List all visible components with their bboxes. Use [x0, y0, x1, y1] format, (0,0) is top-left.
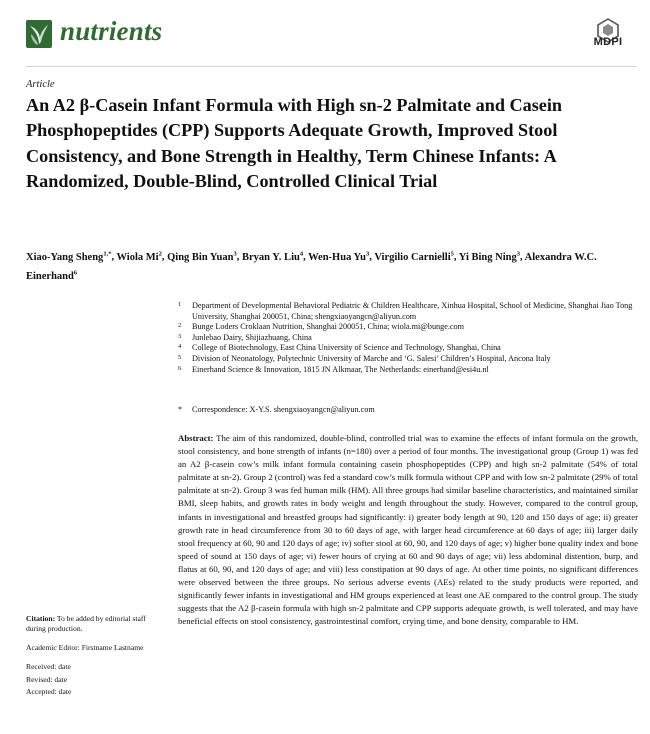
- author-affiliation-marker: 2: [158, 250, 162, 257]
- author: [26, 252, 111, 263]
- author-list: Xiao-Yang Sheng$^{1,*}$, Wiola Mi$^2$, Qing Bin Yuan$^3$, Bryan Y. Liu$^4$, Wen-Hua Yu$^3$, Virgilio Carnielli$^5$, Yi Bing Ning$^3$, Alexandra W.C. Einerhand$^6$: [26, 250, 597, 282]
- author: [167, 252, 237, 263]
- correspondence-text: Correspondence: X-Y.S. shengxiaoyangcn@aliyun.com: [192, 405, 375, 414]
- author-name: Wen-Hua Yu: [308, 251, 367, 263]
- affiliation-text: Bunge Loders Croklaan Nutrition, Shanghai 200051, China; wiola.mi@bunge.com: [192, 322, 465, 332]
- affiliation-number: 5: [178, 353, 182, 361]
- affiliation-item: [178, 343, 638, 354]
- affiliation-text: Division of Neonatology, Polytechnic University of Marche and ‘G. Salesi’ Children’s Hospital, Ancona Italy: [192, 353, 551, 363]
- author: [117, 252, 162, 263]
- author-affiliation-marker: 1,*: [103, 250, 112, 257]
- author-affiliation-marker: 4: [299, 250, 304, 257]
- journal-name: nutrients: [60, 16, 163, 46]
- author-affiliation-marker: 6: [73, 269, 78, 277]
- author: [308, 252, 369, 263]
- author-name: Virgilio Carnielli: [374, 251, 451, 263]
- author-affiliation-marker: 3: [233, 250, 237, 257]
- accepted-date: Accepted: date: [26, 687, 72, 697]
- header-divider: [26, 66, 636, 67]
- author-name: Bryan Y. Liu: [241, 251, 300, 263]
- affiliation-number: 6: [178, 364, 182, 372]
- author: [242, 252, 303, 263]
- correspondence: [178, 405, 638, 414]
- author-name: Yi Bing Ning: [458, 251, 517, 263]
- affiliation-item: [178, 322, 638, 333]
- author-name: Xiao-Yang Sheng: [26, 251, 104, 263]
- citation-text: To be added by editorial staff during production.: [26, 614, 146, 634]
- article-title: An A2 β-Casein Infant Formula with High sn-2 Palmitate and Casein Phosphopeptides (CPP) Supports Adequate Growth, Improved Stool Consistency, and Bone Strength in Healthy, Term Chinese Infants: A Randomized, Double-Blind, Controlled Clinical Trial: [26, 95, 563, 192]
- correspondence-marker: *: [178, 405, 183, 414]
- citation-label: Citation:: [26, 614, 56, 623]
- author-affiliation-marker: 3: [366, 250, 370, 257]
- affiliation-number: 2: [178, 322, 182, 330]
- abstract-text: The aim of this randomized, double-blind, controlled trial was to examine the effects of infant formula on the growth, stool consistency, and bone strength of infants (n=180) over a period of four months. The investigational group (Group 1) was fed an A2 β-casein cow’s milk infant formula containing casein phosphopeptides (CPP) and high sn-2 palmitate (54% of total palmitate at sn-2). Group 2 (control) was fed a standard cow’s milk formula without CPP and with low sn-2 palmitate (29% of total palmitate at sn-2). Group 3 was fed human milk (HM). All three groups had similar baseline characteristics, and maintained similar BMI, sleep habits, and growth rates in body weight and length throughout the study. However, compared to the control group, infants in investigational and breastfed groups had significantly: i) greater body length at 90, 120 and 150 days of age; ii) greater growth rate in head circumference from 30 to 60 days of age, with larger head circumference at 60 days of age; iii) larger daily stool frequency at 60, 90 and 120 days of age; iv) softer stool at 60, 90, and 120 days of age; v) higher bone quality index and bone speed of sound at 150 days of age; vi) fewer hours of crying at 60 and 90 days of age; vii) less abdominal distention, burp, and flatus at 60, 90, and 120 days of age; and viii) less constipation at 90 days of age. At other time points, no significant differences were observed between the three groups. No serious adverse events (AEs) related to the study products were reported, and significantly fewer infants in investigational and HM groups experienced at least one AE compared to the control group. The study suggests that the A2 β-casein formula with high sn-2 palmitate and CPP supports adequate growth, is well tolerated, and may have beneficial effects on stool consistency, gastrointestinal comfort, crying time, and bone density, comparable to HM.: [178, 433, 639, 627]
- affiliation-item: [178, 354, 638, 365]
- abstract: [178, 432, 638, 628]
- affiliation-item: [178, 301, 638, 322]
- affiliation-number: 4: [178, 343, 182, 351]
- affiliation-number: 1: [178, 301, 182, 308]
- academic-editor: [26, 643, 158, 653]
- affiliation-text: Department of Developmental Behavioral Pediatric & Children Healthcare, Xinhua Hospital, School of Medicine, Shanghai Jiao Tong University, Shanghai 200051, China; shengxiaoyangcn@aliyun.com: [192, 301, 633, 321]
- author-name: Wiola Mi: [116, 251, 159, 263]
- abstract-label: Abstract:: [178, 433, 214, 443]
- publisher-name: MDPI: [593, 36, 623, 48]
- author: [374, 252, 454, 263]
- received-date: Received: date: [26, 662, 71, 672]
- author: [459, 252, 520, 263]
- author-name: Qing Bin Yuan: [167, 251, 234, 263]
- editor-label: Academic Editor:: [26, 642, 80, 652]
- article-sidebar: [26, 614, 158, 699]
- journal-logo-icon: [26, 20, 52, 48]
- author-name: Alexandra W.C. Einerhand: [26, 251, 597, 282]
- affiliation-list: [178, 301, 638, 375]
- affiliation-number: 3: [178, 332, 182, 340]
- affiliation-text: College of Biotechnology, East China University of Science and Technology, Shanghai, China: [192, 343, 501, 353]
- article-dates: [26, 661, 158, 699]
- affiliation-item: [178, 365, 638, 376]
- revised-date: Revised: date: [26, 674, 68, 684]
- article-type: Article: [26, 79, 55, 90]
- affiliation-text: Einerhand Science & Innovation, 1815 JN Alkmaar, The Netherlands: einerhand@esi4u.nl: [192, 364, 489, 374]
- citation: [26, 614, 158, 635]
- author-affiliation-marker: 3: [516, 250, 520, 257]
- author-affiliation-marker: 5: [450, 250, 454, 257]
- affiliation-text: Junlebao Dairy, Shijiazhuang, China: [192, 332, 312, 342]
- editor-name: Firstname Lastname: [81, 642, 144, 652]
- affiliation-item: [178, 333, 638, 344]
